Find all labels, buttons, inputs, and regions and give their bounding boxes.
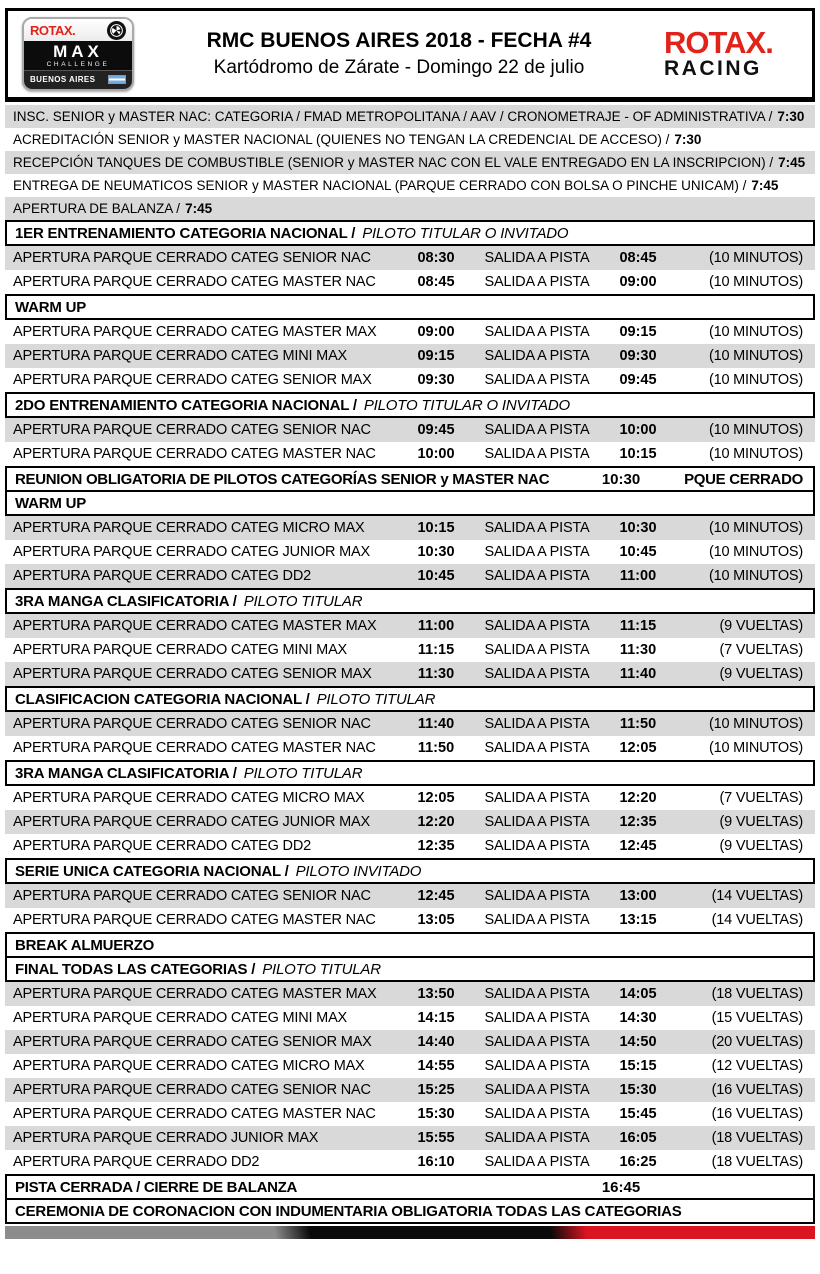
row-salida-label: SALIDA A PISTA [484, 1154, 590, 1170]
schedule-row [5, 1006, 815, 1030]
row-open-time: 09:45 [417, 422, 455, 438]
info-row [5, 128, 815, 151]
section-header [5, 686, 815, 712]
row-track-time: 16:25 [619, 1154, 657, 1170]
row-duration: (14 VUELTAS) [711, 912, 803, 928]
schedule-row [5, 614, 815, 638]
row-label: APERTURA PARQUE CERRADO CATEG MASTER NAC [13, 912, 376, 928]
info-row [5, 174, 815, 197]
section-label: SERIE UNICA CATEGORIA NACIONAL / [15, 862, 289, 880]
row-track-time: 12:05 [619, 740, 657, 756]
row-duration: (16 VUELTAS) [711, 1082, 803, 1098]
row-duration: (10 MINUTOS) [708, 274, 803, 290]
row-salida-label: SALIDA A PISTA [484, 544, 590, 560]
row-label: APERTURA PARQUE CERRADO CATEG SENIOR MAX [13, 1034, 372, 1050]
row-label: APERTURA PARQUE CERRADO CATEG MASTER NAC [13, 274, 376, 290]
schedule-row [5, 736, 815, 760]
section-label: 3RA MANGA CLASIFICATORIA / [15, 764, 237, 782]
row-label: APERTURA PARQUE CERRADO CATEG SENIOR NAC [13, 1082, 371, 1098]
schedule-row [5, 908, 815, 932]
row-label: APERTURA PARQUE CERRADO CATEG SENIOR NAC [13, 422, 371, 438]
section-header [5, 294, 815, 320]
row-label: APERTURA PARQUE CERRADO CATEG MICRO MAX [13, 1058, 365, 1074]
document-header [5, 8, 815, 102]
row-track-time: 09:45 [619, 372, 657, 388]
row-open-time: 11:15 [417, 642, 455, 658]
info-row [5, 151, 815, 174]
row-duration: (15 VUELTAS) [711, 1010, 803, 1026]
section-note: PILOTO TITULAR [243, 592, 363, 610]
section-note: PILOTO TITULAR [243, 764, 363, 782]
row-duration: (10 MINUTOS) [708, 348, 803, 364]
special-time: 16:45 [601, 1178, 641, 1196]
info-row-time: 7:45 [778, 155, 806, 170]
badge-challenge-text: CHALLENGE [46, 61, 110, 69]
row-duration: (18 VUELTAS) [711, 1154, 803, 1170]
argentina-flag-icon [108, 75, 126, 84]
section-label: 3RA MANGA CLASIFICATORIA / [15, 592, 237, 610]
schedule-row [5, 418, 815, 442]
info-row-text: ENTREGA DE NEUMATICOS SENIOR y MASTER NACIONAL (PARQUE CERRADO CON BOLSA O PINCHE UNICAM) / [13, 178, 747, 193]
row-duration: (20 VUELTAS) [711, 1034, 803, 1050]
info-row-time: 7:30 [777, 109, 805, 124]
title-block [134, 29, 664, 79]
row-track-time: 09:15 [619, 324, 657, 340]
row-track-time: 15:30 [619, 1082, 657, 1098]
section-note: PILOTO TITULAR [316, 690, 436, 708]
row-label: APERTURA PARQUE CERRADO CATEG MICRO MAX [13, 790, 365, 806]
row-salida-label: SALIDA A PISTA [484, 1058, 590, 1074]
row-track-time: 09:30 [619, 348, 657, 364]
row-label: APERTURA PARQUE CERRADO CATEG MASTER NAC [13, 740, 376, 756]
row-label: APERTURA PARQUE CERRADO CATEG SENIOR MAX [13, 372, 372, 388]
row-open-time: 08:45 [417, 274, 455, 290]
row-track-time: 12:35 [619, 814, 657, 830]
info-row-time: 7:30 [674, 132, 702, 147]
section-header [5, 220, 815, 246]
rotax-racing-logo [664, 25, 794, 80]
row-salida-label: SALIDA A PISTA [484, 250, 590, 266]
row-salida-label: SALIDA A PISTA [484, 324, 590, 340]
badge-top-band [24, 19, 132, 41]
section-label: WARM UP [15, 494, 87, 512]
brp-logo-icon [107, 21, 126, 40]
row-salida-label: SALIDA A PISTA [484, 348, 590, 364]
row-track-time: 11:50 [619, 716, 657, 732]
schedule-row [5, 1150, 815, 1174]
section-label: FINAL TODAS LAS CATEGORIAS / [15, 960, 256, 978]
badge-bottom-band [24, 70, 132, 89]
row-salida-label: SALIDA A PISTA [484, 1130, 590, 1146]
row-label: APERTURA PARQUE CERRADO CATEG MASTER NAC [13, 1106, 376, 1122]
row-track-time: 10:30 [619, 520, 657, 536]
row-open-time: 12:20 [417, 814, 455, 830]
info-section [5, 105, 815, 220]
row-label: APERTURA PARQUE CERRADO CATEG JUNIOR MAX [13, 814, 370, 830]
row-salida-label: SALIDA A PISTA [484, 1106, 590, 1122]
section-header [5, 392, 815, 418]
info-row-text: APERTURA DE BALANZA / [13, 201, 181, 216]
special-row [5, 466, 815, 492]
row-open-time: 10:15 [417, 520, 455, 536]
schedule-row [5, 982, 815, 1006]
event-subtitle: Kartódromo de Zárate - Domingo 22 de julio [213, 57, 585, 78]
row-open-time: 09:00 [417, 324, 455, 340]
row-salida-label: SALIDA A PISTA [484, 568, 590, 584]
schedule-row [5, 1054, 815, 1078]
row-open-time: 10:45 [417, 568, 455, 584]
row-label: APERTURA PARQUE CERRADO CATEG SENIOR MAX [13, 666, 372, 682]
row-label: APERTURA PARQUE CERRADO CATEG SENIOR NAC [13, 888, 371, 904]
badge-mid-band [24, 41, 132, 69]
section-header [5, 588, 815, 614]
rmc-badge-logo [22, 17, 134, 91]
row-open-time: 14:55 [417, 1058, 455, 1074]
schedule-row [5, 564, 815, 588]
row-duration: (7 VUELTAS) [719, 790, 803, 806]
row-salida-label: SALIDA A PISTA [484, 274, 590, 290]
row-track-time: 11:00 [619, 568, 657, 584]
row-track-time: 14:50 [619, 1034, 657, 1050]
row-duration: (10 MINUTOS) [708, 422, 803, 438]
row-open-time: 14:40 [417, 1034, 455, 1050]
info-row-text: ACREDITACIÓN SENIOR y MASTER NACIONAL (QUIENES NO TENGAN LA CREDENCIAL DE ACCESO) / [13, 132, 670, 147]
row-track-time: 11:40 [619, 666, 657, 682]
badge-rotax-text: ROTAX. [30, 22, 76, 38]
section-header [5, 1198, 815, 1224]
special-label: PISTA CERRADA / CIERRE DE BALANZA [15, 1178, 298, 1196]
row-salida-label: SALIDA A PISTA [484, 838, 590, 854]
row-open-time: 15:30 [417, 1106, 455, 1122]
row-track-time: 14:05 [619, 986, 657, 1002]
schedule-row [5, 884, 815, 908]
row-duration: (12 VUELTAS) [711, 1058, 803, 1074]
section-note: PILOTO TITULAR O INVITADO [363, 396, 571, 414]
row-duration: (7 VUELTAS) [719, 642, 803, 658]
section-label: CLASIFICACION CATEGORIA NACIONAL / [15, 690, 310, 708]
row-salida-label: SALIDA A PISTA [484, 446, 590, 462]
schedule-row [5, 320, 815, 344]
section-header [5, 490, 815, 516]
schedule-row [5, 712, 815, 736]
info-row-time: 7:45 [751, 178, 779, 193]
row-label: APERTURA PARQUE CERRADO CATEG MINI MAX [13, 642, 348, 658]
schedule-row [5, 516, 815, 540]
info-row [5, 105, 815, 128]
row-label: APERTURA PARQUE CERRADO CATEG SENIOR NAC [13, 716, 371, 732]
row-open-time: 09:15 [417, 348, 455, 364]
row-salida-label: SALIDA A PISTA [484, 422, 590, 438]
row-open-time: 11:40 [417, 716, 455, 732]
rotax-racing-wordmark-top: ROTAX. [664, 25, 773, 61]
schedule-table [5, 220, 815, 1224]
row-track-time: 12:45 [619, 838, 657, 854]
row-track-time: 13:15 [619, 912, 657, 928]
section-label: CEREMONIA DE CORONACION CON INDUMENTARIA OBLIGATORIA TODAS LAS CATEGORIAS [15, 1202, 682, 1220]
section-label: 1ER ENTRENAMIENTO CATEGORIA NACIONAL / [15, 224, 356, 242]
info-row-time: 7:45 [185, 201, 213, 216]
special-note: PQUE CERRADO [684, 470, 803, 488]
row-duration: (10 MINUTOS) [708, 520, 803, 536]
schedule-row [5, 1126, 815, 1150]
row-label: APERTURA PARQUE CERRADO CATEG JUNIOR MAX [13, 544, 370, 560]
info-row-text: RECEPCIÓN TANQUES DE COMBUSTIBLE (SENIOR y MASTER NAC CON EL VALE ENTREGADO EN LA INSCRIPCION) / [13, 155, 774, 170]
row-label: APERTURA PARQUE CERRADO CATEG MASTER MAX [13, 986, 377, 1002]
row-label: APERTURA PARQUE CERRADO CATEG MASTER MAX [13, 324, 377, 340]
row-open-time: 14:15 [417, 1010, 455, 1026]
row-duration: (9 VUELTAS) [719, 618, 803, 634]
row-duration: (9 VUELTAS) [719, 666, 803, 682]
row-salida-label: SALIDA A PISTA [484, 986, 590, 1002]
section-header [5, 760, 815, 786]
schedule-row [5, 344, 815, 368]
row-label: APERTURA PARQUE CERRADO CATEG MASTER NAC [13, 446, 376, 462]
info-row [5, 197, 815, 220]
row-salida-label: SALIDA A PISTA [484, 520, 590, 536]
section-note: PILOTO TITULAR O INVITADO [362, 224, 569, 242]
row-salida-label: SALIDA A PISTA [484, 740, 590, 756]
row-duration: (14 VUELTAS) [711, 888, 803, 904]
section-label: WARM UP [15, 298, 87, 316]
schedule-row [5, 1102, 815, 1126]
row-track-time: 08:45 [619, 250, 657, 266]
row-duration: (18 VUELTAS) [711, 986, 803, 1002]
row-open-time: 13:05 [417, 912, 455, 928]
event-title: RMC BUENOS AIRES 2018 - FECHA #4 [206, 29, 592, 52]
row-open-time: 11:50 [417, 740, 455, 756]
row-salida-label: SALIDA A PISTA [484, 666, 590, 682]
badge-max-text: MAX [53, 42, 103, 62]
row-duration: (10 MINUTOS) [708, 544, 803, 560]
row-label: APERTURA PARQUE CERRADO CATEG MICRO MAX [13, 520, 365, 536]
row-label: APERTURA PARQUE CERRADO CATEG MINI MAX [13, 348, 348, 364]
row-salida-label: SALIDA A PISTA [484, 716, 590, 732]
row-duration: (18 VUELTAS) [711, 1130, 803, 1146]
row-salida-label: SALIDA A PISTA [484, 1034, 590, 1050]
row-track-time: 15:45 [619, 1106, 657, 1122]
schedule-row [5, 638, 815, 662]
row-track-time: 15:15 [619, 1058, 657, 1074]
row-open-time: 10:00 [417, 446, 455, 462]
row-salida-label: SALIDA A PISTA [484, 888, 590, 904]
row-track-time: 10:00 [619, 422, 657, 438]
row-duration: (10 MINUTOS) [708, 568, 803, 584]
section-label: 2DO ENTRENAMIENTO CATEGORIA NACIONAL / [15, 396, 357, 414]
row-duration: (10 MINUTOS) [708, 372, 803, 388]
row-salida-label: SALIDA A PISTA [484, 1010, 590, 1026]
row-label: APERTURA PARQUE CERRADO CATEG MINI MAX [13, 1010, 348, 1026]
row-label: APERTURA PARQUE CERRADO CATEG DD2 [13, 838, 311, 854]
row-salida-label: SALIDA A PISTA [484, 790, 590, 806]
row-duration: (10 MINUTOS) [708, 250, 803, 266]
row-open-time: 16:10 [417, 1154, 455, 1170]
row-open-time: 09:30 [417, 372, 455, 388]
row-duration: (16 VUELTAS) [711, 1106, 803, 1122]
schedule-row [5, 368, 815, 392]
row-duration: (10 MINUTOS) [708, 446, 803, 462]
row-open-time: 11:30 [417, 666, 455, 682]
row-salida-label: SALIDA A PISTA [484, 618, 590, 634]
section-label: BREAK ALMUERZO [15, 936, 155, 954]
row-duration: (10 MINUTOS) [708, 716, 803, 732]
row-open-time: 10:30 [417, 544, 455, 560]
row-salida-label: SALIDA A PISTA [484, 372, 590, 388]
row-track-time: 16:05 [619, 1130, 657, 1146]
row-label: APERTURA PARQUE CERRADO CATEG DD2 [13, 568, 311, 584]
row-track-time: 11:30 [619, 642, 657, 658]
special-row [5, 1174, 815, 1200]
section-header [5, 956, 815, 982]
row-open-time: 12:05 [417, 790, 455, 806]
row-label: APERTURA PARQUE CERRADO JUNIOR MAX [13, 1130, 319, 1146]
schedule-row [5, 270, 815, 294]
schedule-row [5, 662, 815, 686]
badge-location-text: BUENOS AIRES [30, 75, 96, 85]
section-header [5, 932, 815, 958]
schedule-row [5, 834, 815, 858]
row-open-time: 13:50 [417, 986, 455, 1002]
row-track-time: 14:30 [619, 1010, 657, 1026]
row-open-time: 12:45 [417, 888, 455, 904]
row-open-time: 11:00 [417, 618, 455, 634]
row-label: APERTURA PARQUE CERRADO CATEG MASTER MAX [13, 618, 377, 634]
schedule-row [5, 442, 815, 466]
row-salida-label: SALIDA A PISTA [484, 814, 590, 830]
schedule-row [5, 1030, 815, 1054]
section-header [5, 858, 815, 884]
schedule-row [5, 786, 815, 810]
row-salida-label: SALIDA A PISTA [484, 1082, 590, 1098]
special-label: REUNION OBLIGATORIA DE PILOTOS CATEGORÍAS SENIOR y MASTER NAC [15, 470, 550, 488]
row-label: APERTURA PARQUE CERRADO CATEG SENIOR NAC [13, 250, 371, 266]
row-open-time: 15:55 [417, 1130, 455, 1146]
section-note: PILOTO TITULAR [262, 960, 381, 978]
row-track-time: 09:00 [619, 274, 657, 290]
schedule-row [5, 540, 815, 564]
section-note: PILOTO INVITADO [295, 862, 422, 880]
special-time: 10:30 [601, 470, 641, 488]
schedule-row [5, 810, 815, 834]
row-duration: (10 MINUTOS) [708, 324, 803, 340]
bottom-stripe-decoration [5, 1226, 815, 1239]
rotax-racing-wordmark-bottom: RACING [664, 56, 762, 80]
info-row-text: INSC. SENIOR y MASTER NAC: CATEGORIA / FMAD METROPOLITANA / AAV / CRONOMETRAJE - OF ADMINISTRATIVA / [13, 109, 773, 124]
row-track-time: 10:15 [619, 446, 657, 462]
row-open-time: 08:30 [417, 250, 455, 266]
row-track-time: 13:00 [619, 888, 657, 904]
row-track-time: 11:15 [619, 618, 657, 634]
row-label: APERTURA PARQUE CERRADO DD2 [13, 1154, 260, 1170]
row-track-time: 10:45 [619, 544, 657, 560]
row-salida-label: SALIDA A PISTA [484, 642, 590, 658]
schedule-row [5, 1078, 815, 1102]
row-duration: (10 MINUTOS) [708, 740, 803, 756]
row-track-time: 12:20 [619, 790, 657, 806]
row-duration: (9 VUELTAS) [719, 814, 803, 830]
schedule-row [5, 246, 815, 270]
row-open-time: 12:35 [417, 838, 455, 854]
row-salida-label: SALIDA A PISTA [484, 912, 590, 928]
row-duration: (9 VUELTAS) [719, 838, 803, 854]
row-open-time: 15:25 [417, 1082, 455, 1098]
